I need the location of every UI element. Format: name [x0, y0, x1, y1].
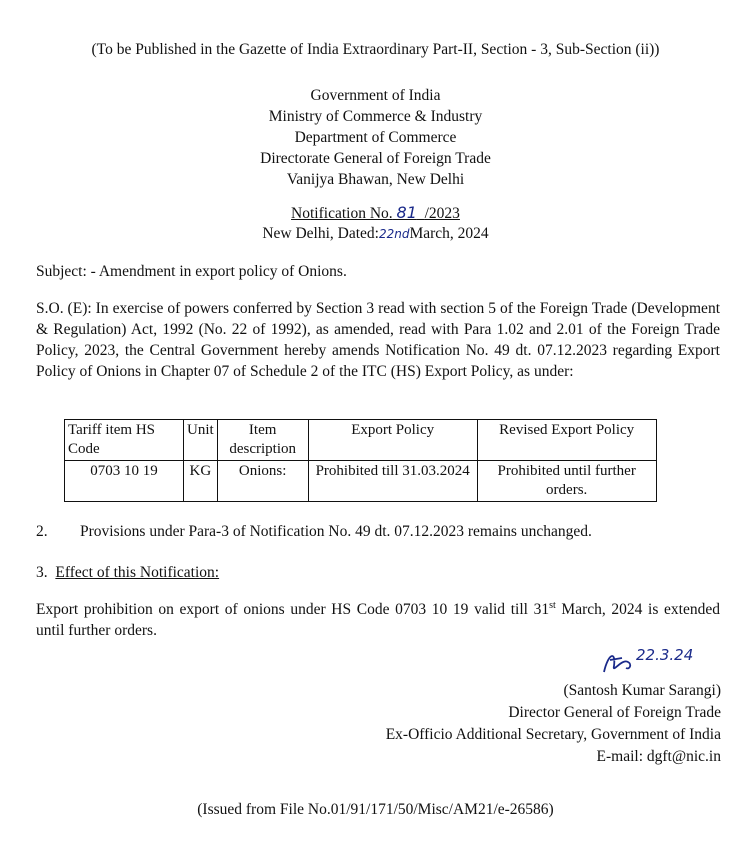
- point-2-text: Provisions under Para-3 of Notification No. 49 dt. 07.12.2023 remains unchanged.: [80, 523, 592, 540]
- header-directorate: Directorate General of Foreign Trade: [260, 150, 491, 167]
- header-item-description: Item description: [217, 420, 308, 461]
- cell-item-description: Onions:: [217, 461, 308, 502]
- header-export-policy: Export Policy: [308, 420, 477, 461]
- notification-number: Notification No. 81 /2023: [291, 203, 460, 222]
- notification-date: New Delhi, Dated:22ndMarch, 2024: [262, 225, 489, 242]
- effect-paragraph: Export prohibition on export of onions under HS Code 0703 10 19 valid till 31st March, 2024 is extended until further orders.: [36, 599, 720, 639]
- header-address: Vanijya Bhawan, New Delhi: [286, 171, 465, 188]
- effect-heading: Effect of this Notification:: [55, 564, 220, 581]
- body-paragraph: S.O. (E): In exercise of powers conferred by Section 3 read with section 5 of the Foreign Trade (Development & Regulation) Act, 1992 (No. 22 of 1992), as amended, read with Para 1.02 and 2.01 of the Foreign Trade Policy, 2023, the Central Government hereby amends Notification No. 49 dt. 07.12.2023 regarding Export Policy of Onions in Chapter 07 of Schedule 2 of the ITC (HS) Export Policy, as under:: [36, 300, 720, 380]
- cell-hs-code: 0703 10 19: [65, 461, 184, 502]
- point-3: 3. Effect of this Notification:: [36, 564, 220, 581]
- table-header-row: [65, 420, 657, 461]
- header-revised-export-policy: Revised Export Policy: [477, 420, 656, 461]
- header-ministry: Ministry of Commerce & Industry: [268, 108, 483, 125]
- signatory-name: (Santosh Kumar Sarangi): [563, 682, 721, 699]
- cell-export-policy: Prohibited till 31.03.2024: [308, 461, 477, 502]
- signatory-designation-2: Ex-Officio Additional Secretary, Government of India: [385, 726, 721, 743]
- signatory-designation-1: Director General of Foreign Trade: [508, 704, 721, 721]
- table-row: [65, 461, 657, 502]
- cell-revised-export-policy: Prohibited until further orders.: [477, 461, 656, 502]
- header-unit: Unit: [184, 420, 218, 461]
- cell-unit: KG: [184, 461, 218, 502]
- file-reference: (Issued from File No.01/91/171/50/Misc/AM21/e-26586): [197, 801, 554, 818]
- header-hs-code: Tariff item HS Code: [65, 420, 184, 461]
- point-2-number: 2.: [36, 523, 48, 540]
- subject-line: Subject: - Amendment in export policy of Onions.: [36, 263, 347, 280]
- handwritten-number: 81: [396, 203, 417, 222]
- policy-table: [64, 419, 657, 502]
- signature-handwritten-date: 22.3.24: [636, 646, 694, 664]
- handwritten-date: 22nd: [378, 227, 410, 241]
- signatory-email: E-mail: dgft@nic.in: [596, 748, 721, 765]
- header-department: Department of Commerce: [294, 129, 457, 146]
- gazette-note: (To be Published in the Gazette of India Extraordinary Part-II, Section - 3, Sub-Section (ii)): [91, 41, 660, 58]
- signature-mark: [600, 644, 730, 680]
- header-government: Government of India: [310, 87, 441, 104]
- signature-block: [386, 680, 721, 768]
